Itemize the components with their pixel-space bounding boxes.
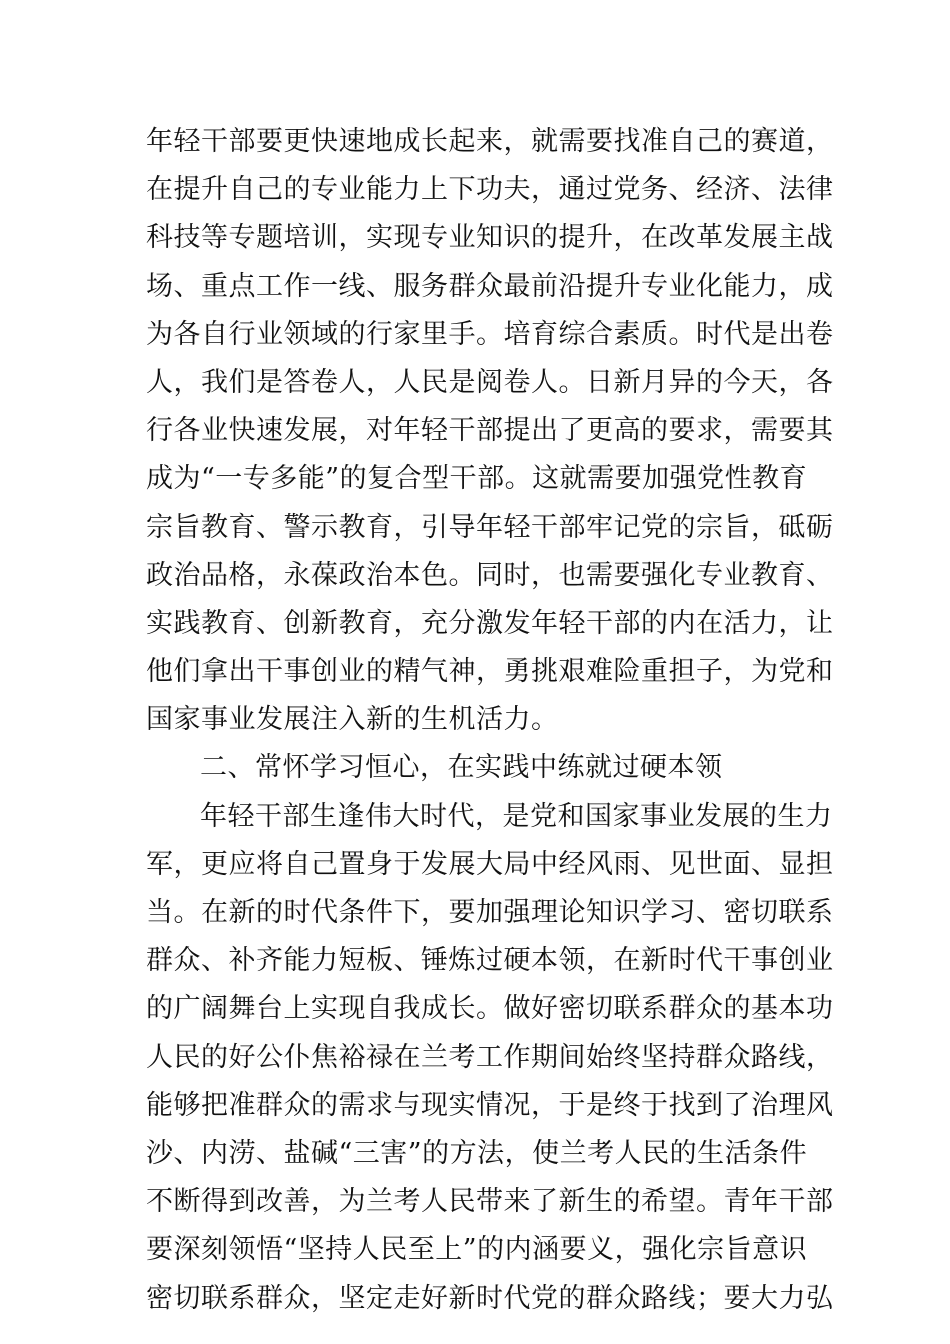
text-line: 军，更应将自己置身于发展大局中经风雨、见世面、显担 bbox=[146, 848, 834, 880]
text-line: 宗旨教育、警示教育，引导年轻干部牢记党的宗旨，砥砺 bbox=[146, 511, 834, 543]
text-line: 能够把准群众的需求与现实情况，于是终于找到了治理风 bbox=[146, 1089, 834, 1121]
text-line: 人民的好公仆焦裕禄在兰考工作期间始终坚持群众路线， bbox=[146, 1041, 834, 1073]
text-line: 他们拿出干事创业的精气神，勇挑艰难险重担子，为党和 bbox=[146, 656, 834, 688]
text-line: 场、重点工作一线、服务群众最前沿提升专业化能力，成 bbox=[146, 270, 834, 302]
text-line: 成为“一专多能”的复合型干部。这就需要加强党性教育 bbox=[146, 463, 808, 495]
text-line: 不断得到改善，为兰考人民带来了新生的希望。青年干部 bbox=[146, 1186, 834, 1218]
text-line: 密切联系群众，坚定走好新时代党的群众路线；要大力弘 bbox=[146, 1282, 834, 1314]
text-line: 行各业快速发展，对年轻干部提出了更高的要求，需要其 bbox=[146, 415, 834, 447]
text-line: 的广阔舞台上实现自我成长。做好密切联系群众的基本功 bbox=[146, 993, 834, 1025]
text-line: 国家事业发展注入新的生机活力。 bbox=[146, 704, 559, 736]
text-line: 群众、补齐能力短板、锤炼过硬本领，在新时代干事创业 bbox=[146, 945, 834, 977]
section-heading: 二、常怀学习恒心，在实践中练就过硬本领 bbox=[200, 752, 723, 784]
text-line: 科技等专题培训，实现专业知识的提升，在改革发展主战 bbox=[146, 222, 834, 254]
text-line: 当。在新的时代条件下，要加强理论知识学习、密切联系 bbox=[146, 897, 834, 928]
text-line: 年轻干部生逢伟大时代，是党和国家事业发展的生力 bbox=[200, 800, 833, 832]
document-body bbox=[146, 118, 834, 1323]
text-line: 在提升自己的专业能力上下功夫，通过党务、经济、法律 bbox=[146, 174, 834, 206]
text-line: 政治品格，永葆政治本色。同时，也需要强化专业教育、 bbox=[146, 559, 834, 591]
text-line: 要深刻领悟“坚持人民至上”的内涵要义，强化宗旨意识 bbox=[146, 1234, 808, 1266]
text-line: 实践教育、创新教育，充分激发年轻干部的内在活力，让 bbox=[146, 607, 834, 639]
text-line: 沙、内涝、盐碱“三害”的方法，使兰考人民的生活条件 bbox=[146, 1137, 808, 1169]
text-line: 为各自行业领域的行家里手。培育综合素质。时代是出卷 bbox=[146, 318, 834, 350]
text-line: 年轻干部要更快速地成长起来，就需要找准自己的赛道， bbox=[146, 126, 834, 157]
text-line: 人，我们是答卷人，人民是阅卷人。日新月异的今天，各 bbox=[146, 366, 834, 398]
